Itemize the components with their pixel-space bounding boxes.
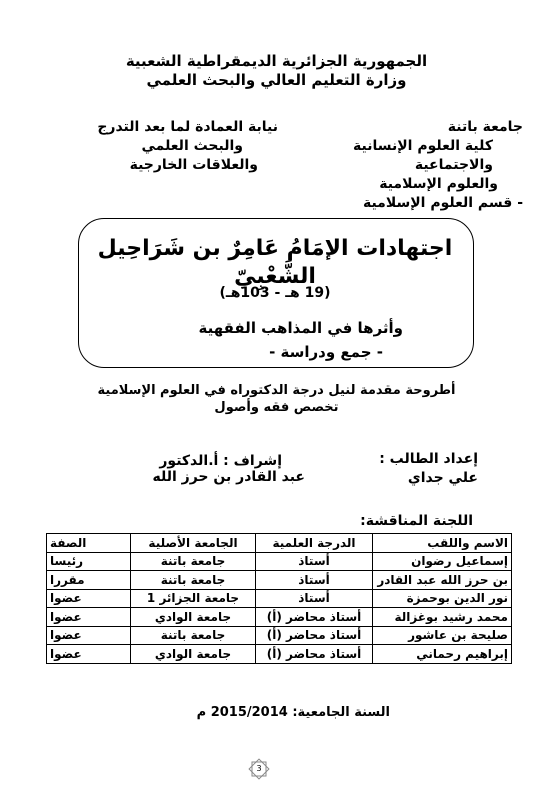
faculty-name-2: والعلوم الإسلامية [379,176,498,192]
member-rank: أستاذ محاضر (أ) [256,626,373,645]
member-role: مقررا [47,571,131,590]
faculty-name-1: كلية العلوم الإنسانية والاجتماعية [353,138,493,173]
table-row [47,552,512,571]
thesis-subtitle-2: - جمع ودراسة - [269,343,383,361]
thesis-subtitle: وأثرها في المذاهب الفقهية [198,319,403,337]
member-university: جامعة باتنة [131,552,256,571]
table-row [47,645,512,664]
thesis-title: اجتهادات الإمَامُ عَامِرٌ بن شَرَاحِيل الشَّعْبِيّ [97,236,453,289]
member-name: نور الدين بوحمزة [373,589,512,608]
member-university: جامعة الوادي [131,608,256,627]
member-university: جامعة باتنة [131,571,256,590]
supervisor-label: إشراف : أ.الدكتور [159,453,282,469]
committee-header-row [47,534,512,553]
thesis-dates: (19 هـ - 103هـ) [219,285,331,301]
dean-office-line-2: والبحث العلمي [141,138,243,154]
member-name: بن حرز الله عبد القادر [373,571,512,590]
thesis-degree: أطروحة مقدمة لنيل درجة الدكتوراه في العلوم الإسلامية [97,383,456,398]
supervisor-name: عبد القادر بن حرز الله [152,469,305,485]
member-role: عضوا [47,608,131,627]
government-header [0,52,553,90]
faculty-block [273,118,523,213]
member-role: عضوا [47,589,131,608]
ministry-name: وزارة التعليم العالي والبحث العلمي [146,71,407,89]
table-row [47,626,512,645]
member-university: جامعة الجزائر 1 [131,589,256,608]
committee-label: اللجنة المناقشة: [360,513,473,529]
member-role: عضوا [47,626,131,645]
thesis-description [0,382,553,416]
dean-office-line-1: نيابة العمادة لما بعد التدرج [97,119,278,135]
page-number: 3 [256,764,262,773]
member-university: جامعة باتنة [131,626,256,645]
dean-office-block [48,118,278,175]
university-name: جامعة باتنة [447,119,523,135]
member-name: إسماعيل رضوان [373,552,512,571]
thesis-specialty: تخصص فقه وأصول [214,400,339,415]
student-name: علي جداي [407,470,478,486]
committee-table [46,533,512,664]
member-name: محمد رشيد بوغزالة [373,608,512,627]
member-name: صليحة بن عاشور [373,626,512,645]
student-label: إعداد الطالب : [379,451,478,467]
member-rank: أستاذ محاضر (أ) [256,608,373,627]
header-rank: الدرجة العلمية [256,534,373,553]
member-role: عضوا [47,645,131,664]
member-rank: أستاذ [256,552,373,571]
member-name: إبراهيم رحماني [373,645,512,664]
dean-office-line-3: والعلاقات الخارجية [129,157,258,173]
table-row [47,571,512,590]
header-role: الصفة [47,534,131,553]
academic-year-value: 2015/2014 م [196,705,288,720]
member-role: رئيسا [47,552,131,571]
member-rank: أستاذ محاضر (أ) [256,645,373,664]
member-rank: أستاذ [256,571,373,590]
table-row [47,589,512,608]
academic-year [190,705,390,720]
republic-name: الجمهورية الجزائرية الديمقراطية الشعبية [125,52,428,70]
header-university: الجامعة الأصلية [131,534,256,553]
table-row [47,608,512,627]
member-rank: أستاذ [256,589,373,608]
department-name: - قسم العلوم الإسلامية [362,195,523,211]
academic-year-label: السنة الجامعية: [292,705,390,720]
member-university: جامعة الوادي [131,645,256,664]
header-name: الاسم واللقب [373,534,512,553]
